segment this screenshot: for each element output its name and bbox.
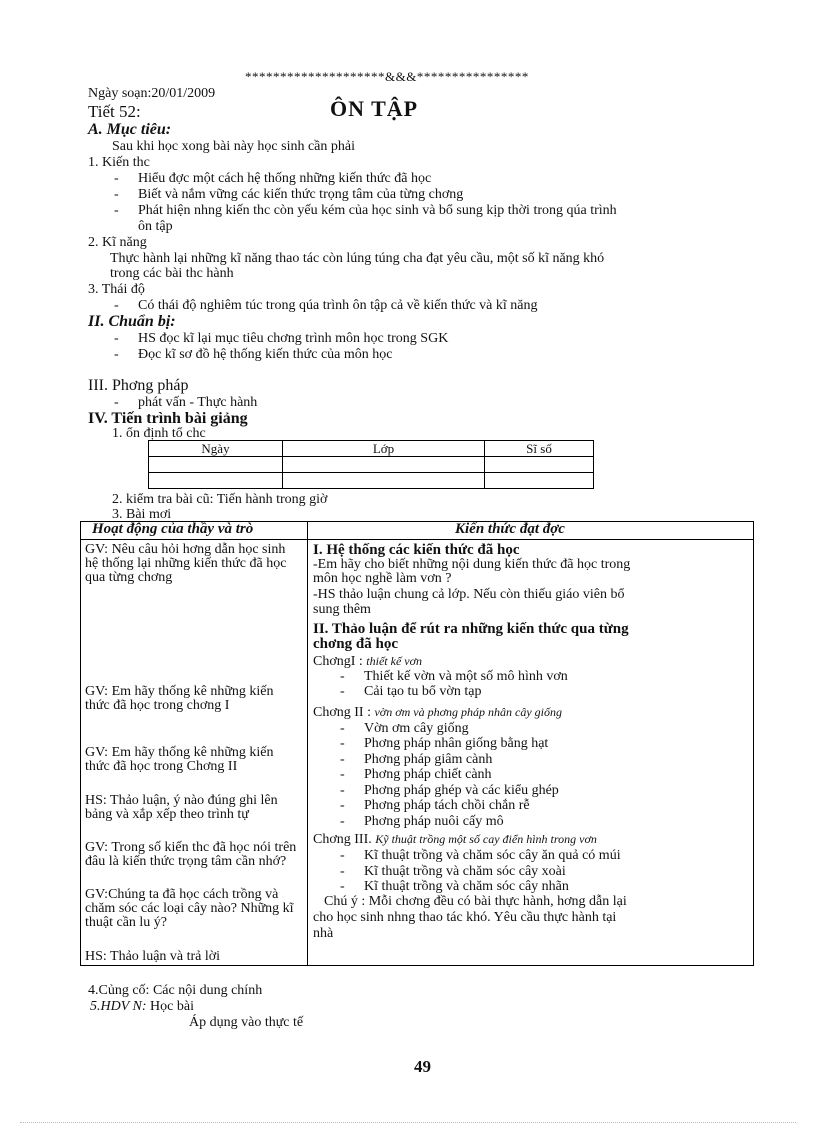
apply-text: Áp dụng vào thực tế — [189, 1015, 304, 1030]
note-text: Chú ý : Mỗi chơng đều có bài thực hành, hơng dẫn lại — [324, 894, 627, 909]
knowledge-heading: 1. Kiến thc — [88, 155, 150, 170]
separator-stars: ********************&&&**************** — [245, 69, 529, 84]
homework-text: Học bài — [150, 999, 194, 1014]
table-divider — [307, 521, 308, 965]
skill-text: trong các bài thc hành — [110, 266, 234, 281]
lesson-number: Tiết 52: — [88, 102, 141, 121]
col-header-activities: Hoạt động của thầy và trò — [92, 521, 254, 537]
knowledge-text: môn học nghề làm vơn ? — [313, 571, 452, 586]
table-divider — [80, 539, 753, 540]
table-cell — [485, 473, 594, 489]
table-cell — [283, 457, 485, 473]
table-cell — [149, 457, 283, 473]
chapter-1-title: thiết kế vơn — [366, 654, 423, 668]
list-item-continuation: ôn tập — [138, 219, 173, 234]
section-ii-heading: II. Chuẩn bị: — [88, 313, 176, 330]
student-activity: HS: Thảo luận, ý nào đúng ghi lên bảng và xắp xếp theo trình tự — [85, 793, 278, 822]
section-iv-heading: IV. Tiến trình bài giảng — [88, 410, 248, 427]
step-2: 2. kiểm tra bài cũ: Tiến hành trong giờ — [112, 492, 328, 507]
table-header-cell: Lớp — [283, 441, 485, 457]
skill-heading: 2. Kĩ năng — [88, 235, 147, 250]
chapter-3-label: Chơng III. Kỹ thuật trồng một số cay điển hình trong vơn — [313, 832, 597, 847]
homework-line — [90, 999, 194, 1014]
chapter-3-title: Kỹ thuật trồng một số cay điển hình trong vơn — [375, 832, 597, 846]
table-cell — [149, 473, 283, 489]
skill-text: Thực hành lại những kĩ năng thao tác còn lúng túng cha đạt yêu cầu, một số kĩ năng khó — [110, 251, 605, 266]
homework-label: 5.HDV N: — [90, 999, 147, 1014]
section-a-intro: Sau khi học xong bài này học sinh cần phải — [112, 139, 356, 154]
knowledge-text: sung thêm — [313, 602, 371, 617]
page-number: 49 — [414, 1057, 431, 1076]
student-activity: HS: Thảo luận và trả lời — [85, 949, 221, 964]
table-header-cell: Sĩ số — [485, 441, 594, 457]
table-header-cell: Ngày — [149, 441, 283, 457]
section-a-heading: A. Mục tiêu: — [88, 121, 172, 138]
note-text: cho học sinh nhng thao tác khó. Yêu cầu thực hành tại — [313, 910, 617, 925]
attendance-table — [148, 440, 594, 489]
chapter-2-label: Chơng II : vờn ơm và phơng pháp nhân cây giống — [313, 705, 562, 720]
teacher-activity: GV: Trong số kiến thc đã học nói trên đâu là kiến thức trọng tâm cần nhớ? — [85, 840, 297, 869]
knowledge-heading-1: I. Hệ thống các kiến thức đã học — [313, 542, 520, 558]
prep-date: Ngày soạn:20/01/2009 — [88, 86, 216, 101]
knowledge-heading-2: chơng đã học — [313, 636, 398, 652]
knowledge-text: -Em hãy cho biết những nội dung kiến thức đã học trong — [313, 557, 631, 572]
step-3: 3. Bài mơi — [112, 507, 172, 522]
consolidate-text: 4.Củng cố: Các nội dung chính — [88, 983, 263, 998]
knowledge-text: -HS thảo luận chung cả lớp. Nếu còn thiếu giáo viên bổ — [313, 587, 625, 602]
step-1: 1. ổn định tổ chc — [112, 426, 206, 441]
attitude-heading: 3. Thái độ — [88, 282, 145, 297]
note-text: nhà — [313, 926, 334, 941]
teacher-activity: GV:Chúng ta đã học cách trồng và chăm sóc các loại cây nào? Những kĩ thuật cần lu ý? — [85, 887, 294, 930]
table-cell — [485, 457, 594, 473]
page-title: ÔN TẬP — [330, 96, 419, 121]
section-iii-heading: III. Phơng pháp — [88, 377, 189, 394]
chapter-2-title: vờn ơm và phơng pháp nhân cây giống — [374, 705, 562, 719]
chapter-1-label: ChơngI : thiết kế vơn — [313, 654, 423, 669]
teacher-activity: GV: Em hãy thống kê những kiến thức đã học trong Chơng II — [85, 745, 274, 774]
teacher-activity: GV: Em hãy thống kê những kiến thức đã học trong chơng I — [85, 684, 274, 713]
teacher-activity: GV: Nêu câu hỏi hơng dẫn học sinh hệ thống lại những kiến thức đã học qua từng chơng — [85, 542, 287, 585]
col-header-knowledge: Kiến thức đạt đợc — [455, 521, 565, 537]
knowledge-heading-2: II. Thảo luận để rút ra những kiến thức qua từng — [313, 621, 629, 637]
table-cell — [283, 473, 485, 489]
